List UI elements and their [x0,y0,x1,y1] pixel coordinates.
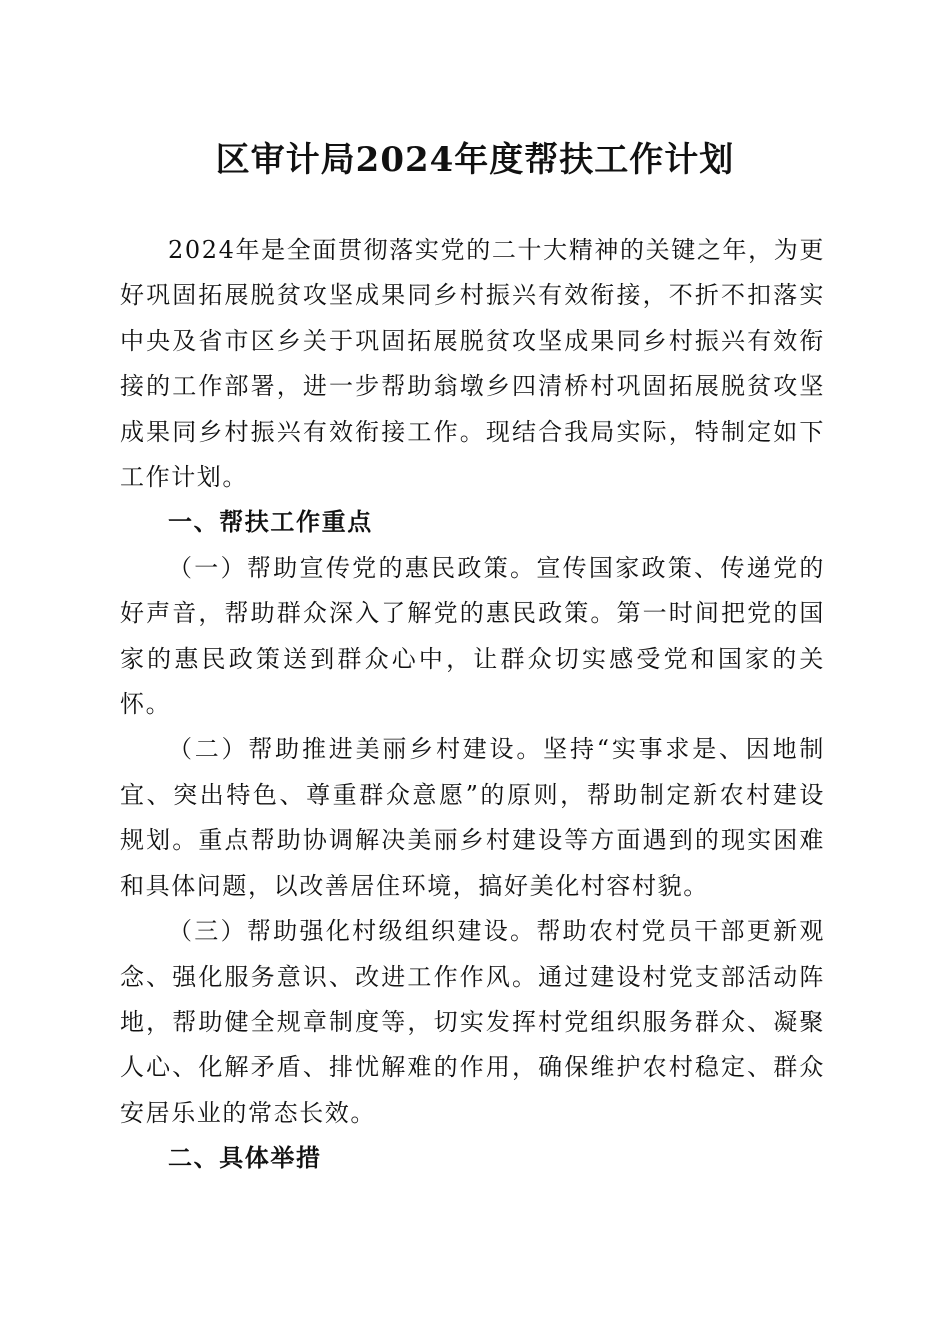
focus-item-1-lead: （一）帮助宣传党的惠民政策。 [168,553,537,582]
section-heading-measures: 二、具体举措 [168,1144,322,1173]
focus-item-3 [120,909,825,1136]
focus-item-2-lead: （二）帮助推进美丽乡村建设。 [168,735,544,764]
focus-item-3-lead: （三）帮助强化村级组织建设。 [168,917,537,946]
focus-item-3-body: 帮助农村党员干部更新观念、强化服务意识、改进工作作风。通过建设村党支部活动阵地，帮助健全规章制度等，切实发挥村党组织服务群众、凝聚人心、化解矛盾、排忧解难的作用，确保维护农村稳定、群众安居乐业的常态长效。 [120,917,825,1127]
focus-item-2-body: 坚持“实事求是、因地制宜、突出特色、尊重群众意愿”的原则，帮助制定新农村建设规划。重点帮助协调解决美丽乡村建设等方面遇到的现实困难和具体问题，以改善居住环境，搞好美化村容村貌。 [120,735,825,900]
section-heading-focus: 一、帮扶工作重点 [168,508,373,537]
focus-item-1 [120,546,825,728]
intro-paragraph: 2024年是全面贯彻落实党的二十大精神的关键之年，为更好巩固拓展脱贫攻坚成果同乡村振兴有效衔接，不折不扣落实中央及省市区乡关于巩固拓展脱贫攻坚成果同乡村振兴有效衔接的工作部署，进一步帮助翁墩乡四清桥村巩固拓展脱贫攻坚成果同乡村振兴有效衔接工作。现结合我局实际，特制定如下工作计划。 [120,236,825,492]
document-title: 区审计局2024年度帮扶工作计划 [215,140,735,180]
document-body [120,228,825,1182]
focus-item-2 [120,727,825,909]
focus-item-1-body: 宣传国家政策、传递党的好声音，帮助群众深入了解党的惠民政策。第一时间把党的国家的惠民政策送到群众心中，让群众切实感受党和国家的关怀。 [120,553,825,719]
